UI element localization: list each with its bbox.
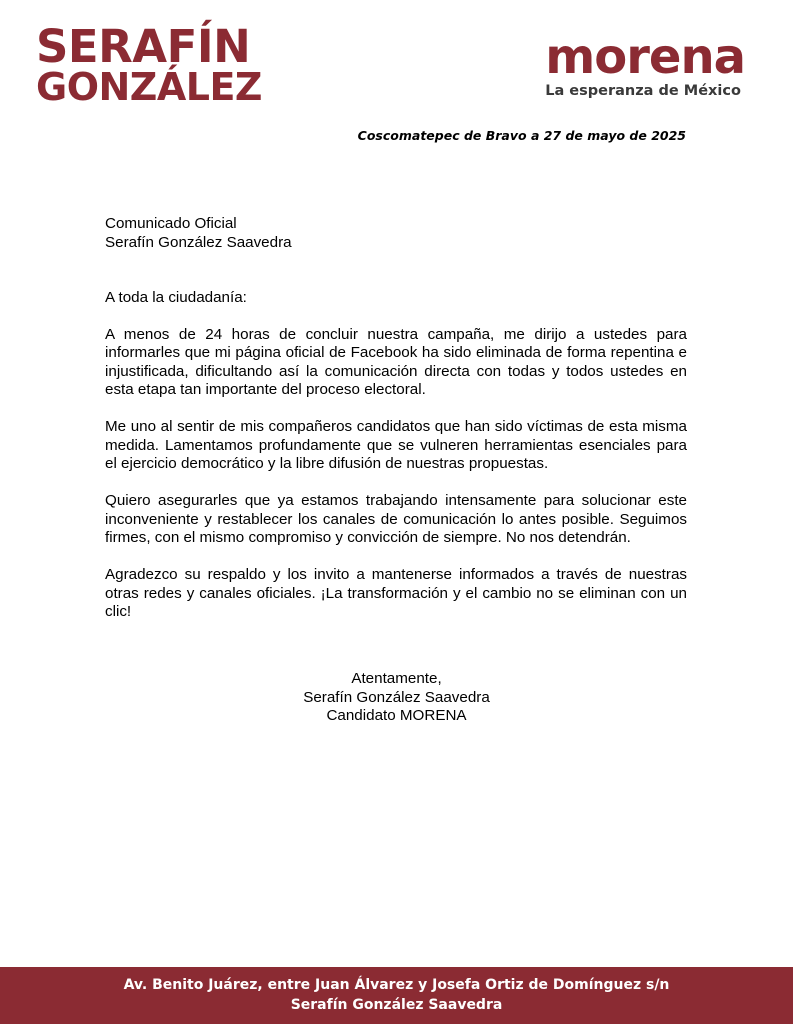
party-logo-slogan: La esperanza de México bbox=[545, 83, 741, 99]
signature-closing: Atentamente, bbox=[351, 670, 442, 687]
footer-bar bbox=[0, 967, 793, 1024]
letter-paragraph: Agradezco su respaldo y los invito a mantenerse informados a través de nuestras otras redes y canales oficiales. ¡La transformación y el cambio no se eliminan con un clic! bbox=[105, 566, 687, 620]
letter-body bbox=[105, 215, 687, 640]
candidate-logo-last-name: GONZÁLEZ bbox=[36, 65, 262, 109]
signature-role: Candidato MORENA bbox=[326, 707, 467, 724]
letter-paragraph: Me uno al sentir de mis compañeros candidatos que han sido víctimas de esta misma medida. Lamentamos profundamente que se vulneren herramientas esenciales para el ejercicio democrático y la libre difusión de nuestras propuestas. bbox=[105, 418, 687, 472]
letter-subtitle: Serafín González Saavedra bbox=[105, 233, 292, 251]
letter-heading bbox=[105, 215, 687, 252]
letter-title: Comunicado Oficial bbox=[105, 215, 237, 232]
candidate-logo bbox=[36, 20, 262, 109]
signature-name: Serafín González Saavedra bbox=[303, 688, 490, 706]
party-logo bbox=[545, 29, 745, 100]
letter-greeting: A toda la ciudadanía: bbox=[105, 289, 247, 306]
candidate-logo-first-name: SERAFÍN bbox=[36, 20, 251, 73]
footer-address: Av. Benito Juárez, entre Juan Álvarez y Josefa Ortiz de Domínguez s/n bbox=[123, 977, 670, 993]
footer-name: Serafín González Saavedra bbox=[290, 997, 503, 1013]
party-logo-name: morena bbox=[545, 29, 745, 85]
date-line: Coscomatepec de Bravo a 27 de mayo de 2025 bbox=[357, 128, 686, 143]
letter-paragraph: Quiero asegurarles que ya estamos trabajando intensamente para solucionar este inconveniente y restablecer los canales de comunicación lo antes posible. Seguimos firmes, con el mismo compromiso y convicción de siempre. No nos detendrán. bbox=[105, 492, 687, 546]
signature-block bbox=[0, 670, 793, 726]
letter-paragraph: A menos de 24 horas de concluir nuestra campaña, me dirijo a ustedes para informarles que mi página oficial de Facebook ha sido eliminada de forma repentina e injustificada, dificultando así la comunicación directa con todas y todos ustedes en esta etapa tan importante del proceso electoral. bbox=[105, 325, 687, 398]
